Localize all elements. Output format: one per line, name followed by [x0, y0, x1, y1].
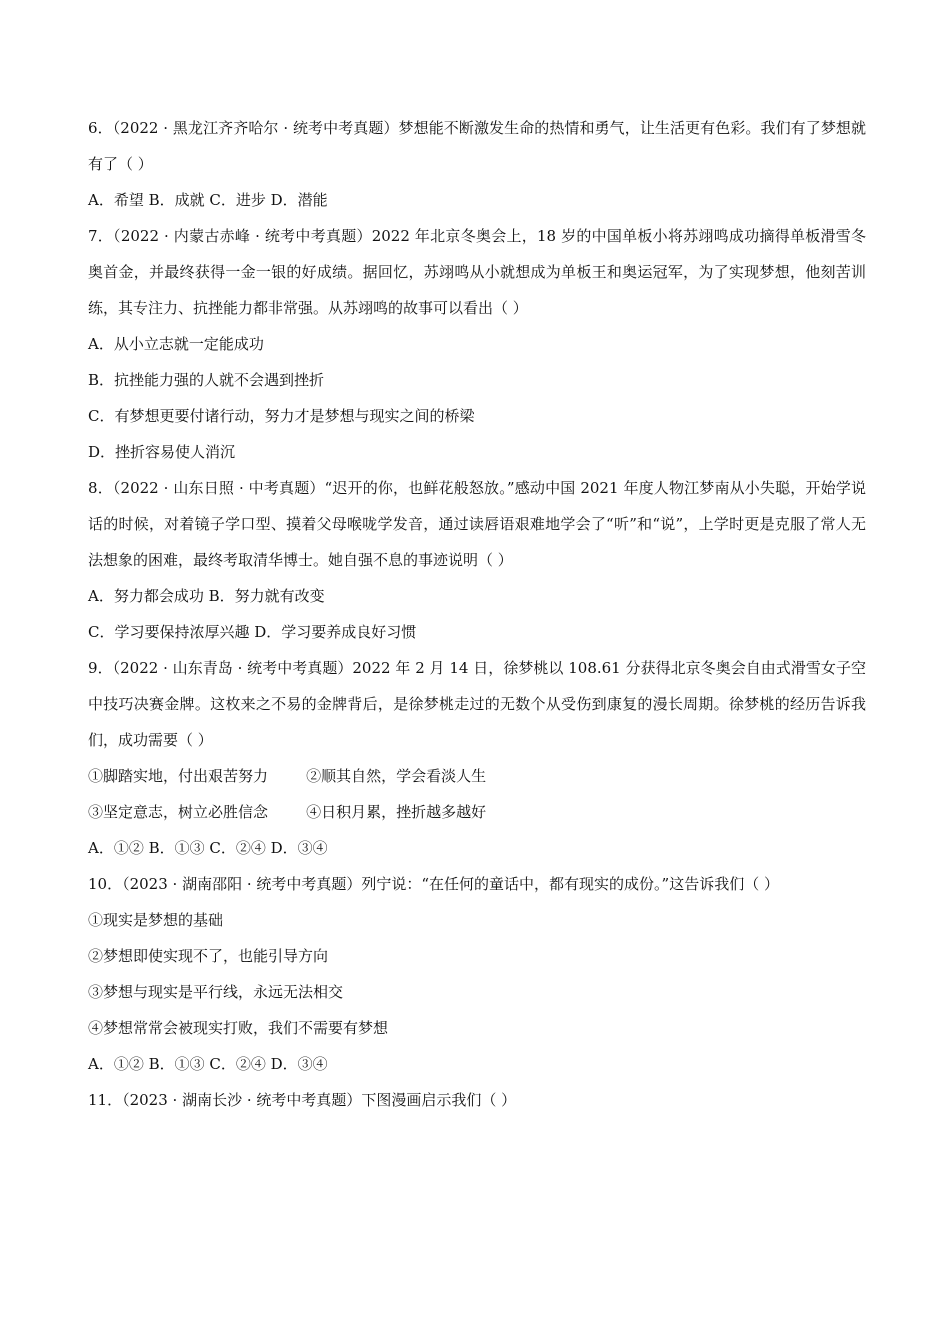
statement-3: ③梦想与现实是平行线，永远无法相交: [88, 983, 344, 1001]
option-d: D．挫折容易使人消沉: [88, 443, 236, 461]
option-b: B．抗挫能力强的人就不会遇到挫折: [88, 371, 325, 389]
question-list: [88, 110, 866, 1118]
options-line: A．①② B．①③ C．②④ D．③④: [88, 839, 328, 857]
question-stem: 11．（2023 · 湖南长沙 · 统考中考真题）下图漫画启示我们（ ）: [88, 1091, 517, 1109]
statements-line-34: ③坚定意志，树立必胜信念 ④日积月累，挫折越多越好: [88, 803, 487, 821]
options-line: A．①② B．①③ C．②④ D．③④: [88, 1055, 328, 1073]
option-a: A．从小立志就一定能成功: [88, 335, 264, 353]
statement-2: ②梦想即使实现不了，也能引导方向: [88, 947, 329, 965]
question-stem: 9．（2022 · 山东青岛 · 统考中考真题）2022 年 2 月 14 日，徐梦桃以 108.61 分获得北京冬奥会自由式滑雪女子空中技巧决赛金牌。这枚来之不易的金牌背后，是徐梦桃走过的无数个从受伤到康复的漫长周期。徐梦桃的经历告诉我们，成功需要（ ）: [88, 659, 866, 749]
statements-line-12: ①脚踏实地，付出艰苦努力 ②顺其自然，学会看淡人生: [88, 767, 487, 785]
options-line-cd: C．学习要保持浓厚兴趣 D．学习要养成良好习惯: [88, 623, 417, 641]
question-stem: 10．（2023 · 湖南邵阳 · 统考中考真题）列宁说：“在任何的童话中，都有现实的成份。”这告诉我们（ ）: [88, 875, 779, 893]
question-11: [88, 1082, 866, 1118]
question-8: [88, 470, 866, 650]
statement-1: ①现实是梦想的基础: [88, 911, 224, 929]
question-stem: 6．（2022 · 黑龙江齐齐哈尔 · 统考中考真题）梦想能不断激发生命的热情和勇气，让生活更有色彩。我们有了梦想就有了（ ）: [88, 119, 866, 173]
question-6: [88, 110, 866, 218]
question-stem: 7．（2022 · 内蒙古赤峰 · 统考中考真题）2022 年北京冬奥会上，18 岁的中国单板小将苏翊鸣成功摘得单板滑雪冬奥首金，并最终获得一金一银的好成绩。据回忆，苏翊鸣从小就想成为单板王和奥运冠军，为了实现梦想，他刻苦训练，其专注力、抗挫能力都非常强。从苏翊鸣的故事可以看出（ ）: [88, 227, 866, 317]
question-stem: 8．（2022 · 山东日照 · 中考真题）“迟开的你，也鲜花般怒放。”感动中国 2021 年度人物江梦南从小失聪，开始学说话的时候，对着镜子学口型、摸着父母喉咙学发音，通过读唇语艰难地学会了“听”和“说”，上学时更是克服了常人无法想象的困难，最终考取清华博士。她自强不息的事迹说明（ ）: [88, 479, 866, 569]
options-line: A．希望 B．成就 C．进步 D．潜能: [88, 191, 328, 209]
options-line-ab: A．努力都会成功 B．努力就有改变: [88, 587, 325, 605]
option-c: C．有梦想更要付诸行动，努力才是梦想与现实之间的桥梁: [88, 407, 475, 425]
question-10: [88, 866, 866, 1082]
statement-4: ④梦想常常会被现实打败，我们不需要有梦想: [88, 1019, 389, 1037]
question-9: [88, 650, 866, 866]
question-7: [88, 218, 866, 470]
